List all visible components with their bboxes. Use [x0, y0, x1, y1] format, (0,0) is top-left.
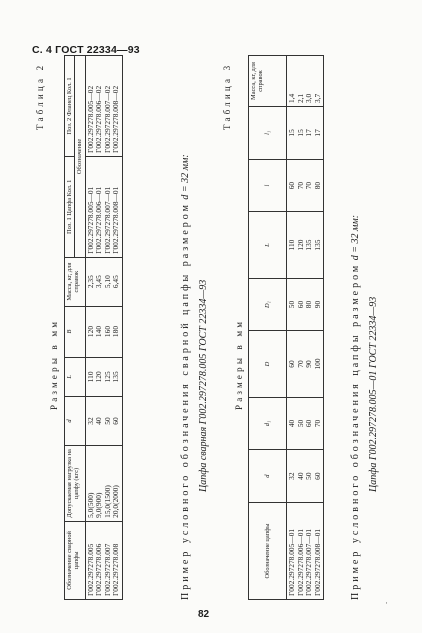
t3-col-mass: 1,4 2,1 3,0 3,7 — [287, 56, 324, 107]
table3 — [248, 55, 324, 600]
t3-col-l: 60 70 70 80 — [287, 159, 324, 212]
t2-col-pos1: Г002.297278.005—01 Г002.297278.006—01 Г002.297278.007—01 Г002.297278.008—01 — [85, 156, 122, 257]
table2-example-line: Пример условного обозначения сварной цапфы размером d = 32 мм: — [180, 154, 191, 600]
t2-col-B: 120 140 160 180 — [85, 306, 122, 357]
table3-label: Таблица 3 — [222, 62, 232, 130]
t3-header-d1: d₁ — [249, 397, 287, 450]
t3-data-block — [287, 56, 324, 600]
rotated-page-content — [30, 55, 390, 600]
t2-header-L: L — [65, 357, 86, 397]
table2-label: Таблица 2 — [35, 62, 45, 130]
t3-header-l1: l₁ — [249, 107, 287, 160]
t3-col-D1: 50 60 80 90 — [287, 278, 324, 331]
table3-example-line: Пример условного обозначения цапфы размером d = 32 мм: — [350, 214, 361, 600]
t3-header-designation: Обозначение цапфы — [249, 503, 287, 600]
t3-header-l: l — [249, 159, 287, 212]
t2-header-pos1: Поз. 1 Цапфа Кол. 1 — [65, 156, 75, 257]
t2-col-load: 5,0(500) 9,0(900) 15,0(1500) 20,0(2000) — [85, 445, 122, 521]
t2-col-designation: Г002.297278.005 Г002.297278.006 Г002.297278.007 Г002.297278.008 — [85, 521, 122, 599]
t3-header-D: D — [249, 331, 287, 397]
table2 — [64, 55, 123, 600]
table3-example-designation: Цапфа Г002.297278.005—01 ГОСТ 22334—93 — [368, 296, 379, 492]
page-number: 82 — [198, 609, 210, 620]
t2-data-block — [85, 56, 122, 600]
t3-header-D1: D₁ — [249, 278, 287, 331]
t3-col-d: 32 40 50 60 — [287, 450, 324, 503]
t2-col-d: 32 40 50 60 — [85, 397, 122, 446]
t2-header-d: d — [65, 397, 86, 446]
table3-dims-caption: Размеры в мм — [234, 318, 244, 410]
t3-header-L: L — [249, 212, 287, 278]
t2-header-pos2: Поз. 2 Фланец Кол. 1 — [65, 56, 75, 157]
t2-col-pos2: Г002.297278.005—02 Г002.297278.006—02 Г002.297278.007—02 Г002.297278.008—02 — [85, 56, 122, 157]
page-header: С. 4 ГОСТ 22334—93 — [32, 44, 140, 56]
t3-col-D: 60 70 90 100 — [287, 331, 324, 397]
t3-col-d1: 40 50 60 70 — [287, 397, 324, 450]
t2-header-B: B — [65, 306, 86, 357]
t3-col-designation: Г002.297278.005—01 Г002.297278.006—01 Г002.297278.007—01 Г002.297278.008—01 — [287, 503, 324, 600]
t2-header-designation: Обозначение сварной цапфы — [65, 521, 86, 599]
t2-header-mass: Масса, кг, для справок — [65, 257, 86, 306]
t3-header-mass: Масса, кг, для справок — [249, 56, 287, 107]
t3-header-d: d — [249, 450, 287, 503]
scan-speck: · — [385, 598, 388, 608]
t2-header-load: Допускаемая нагрузка на цапфу (кгс) — [65, 445, 86, 521]
t2-header-designation-group: Обозначение — [75, 56, 85, 258]
t2-col-L: 110 120 125 135 — [85, 357, 122, 397]
table2-example-designation: Цапфа сварная Г002.297278.005 ГОСТ 22334—93 — [198, 279, 209, 492]
table2-dims-caption: Размеры в мм — [49, 318, 59, 410]
t3-col-L: 110 120 135 135 — [287, 212, 324, 278]
t2-col-mass: 2,35 3,45 5,10 6,45 — [85, 257, 122, 306]
t3-col-l1: 15 15 17 17 — [287, 107, 324, 160]
